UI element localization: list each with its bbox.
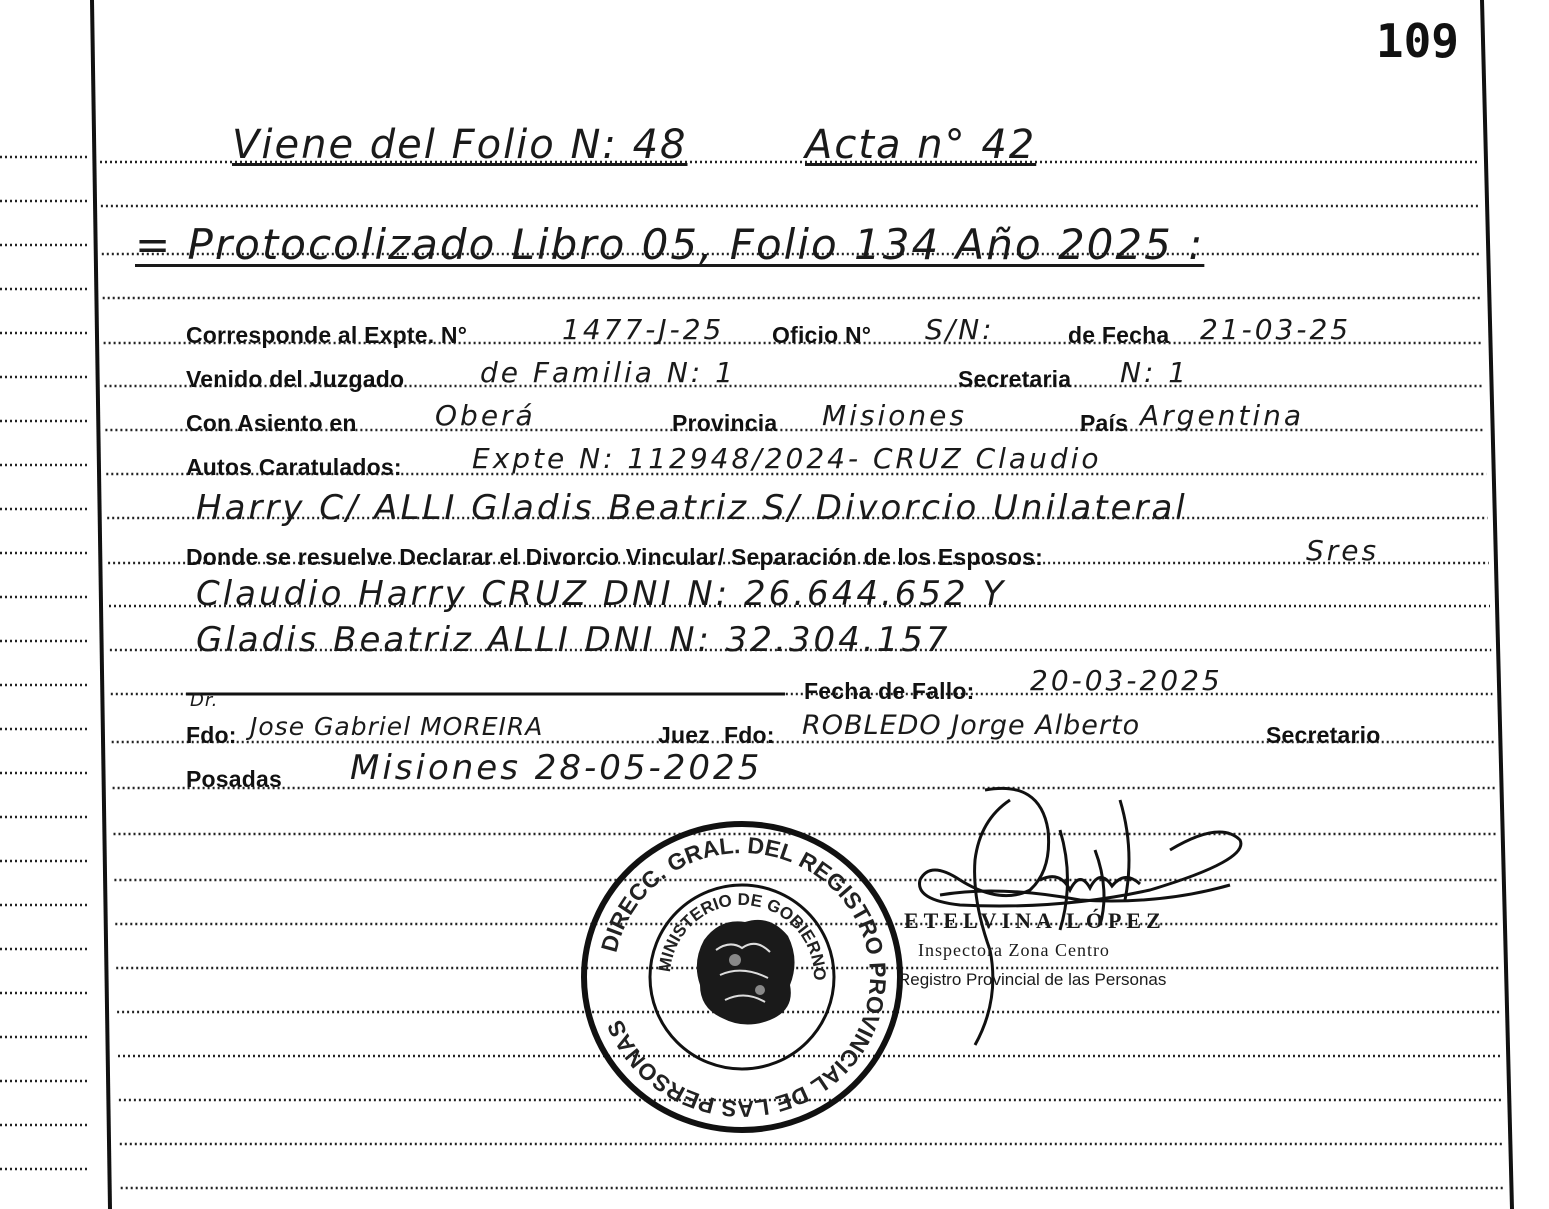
official-stamp: [584, 824, 900, 1130]
autos-value-line-1: Expte N: 112948/2024- CRUZ Claudio: [472, 442, 1102, 475]
left-border-line: [92, 0, 110, 1209]
right-border-line: [1482, 0, 1512, 1209]
secretaria-value: N: 1: [1120, 356, 1190, 389]
oficio-label: Oficio N°: [772, 322, 872, 348]
esposa-line: Gladis Beatriz ALLI DNI N: 32.304.157: [196, 620, 951, 660]
autos-value-line-2: Harry C/ ALLI Gladis Beatriz S/ Divorcio Unilateral: [196, 488, 1188, 528]
secretaria-label: Secretaria: [958, 366, 1072, 392]
protocolizado-line: = Protocolizado Libro 05, Folio 134 Año 2025 :: [135, 220, 1205, 269]
acta-number: Acta n° 42: [805, 122, 1037, 168]
corresponde-label: Corresponde al Expte. N°: [186, 322, 468, 348]
expediente-number: 1477-J-25: [562, 313, 725, 346]
asiento-value: Oberá: [435, 399, 536, 432]
inspector-name: ETELVINA LÓPEZ: [904, 908, 1166, 933]
fecha-fallo-label: Fecha de Fallo:: [804, 678, 975, 704]
juzgado-value: de Familia N: 1: [480, 356, 736, 389]
posadas-label: Posadas: [186, 766, 283, 792]
judge-title: Dr.: [190, 690, 219, 711]
secretario-label: Secretario: [1266, 722, 1381, 748]
inspector-office: Registro Provincial de las Personas: [898, 970, 1167, 989]
fdo-label: Fdo:: [186, 722, 237, 748]
oficio-number: S/N:: [925, 313, 995, 346]
provincia-label: Provincia: [672, 410, 778, 436]
fecha-label: de Fecha: [1068, 322, 1170, 348]
autos-label: Autos Caratulados:: [186, 454, 402, 480]
left-margin-dotted-lines: [0, 157, 88, 1169]
provincia-value: Misiones: [822, 399, 967, 432]
folio-number: 109: [1375, 14, 1459, 68]
donde-value: Sres: [1306, 534, 1380, 567]
venido-label: Venido del Juzgado: [186, 366, 405, 392]
donde-label: Donde se resuelve Declarar el Divorcio Vincular/ Separación de los Esposos:: [186, 544, 1043, 570]
stamp-outer-text: DIRECC. GRAL. DEL REGISTRO PROVINCIAL DE LAS PERSONAS: [595, 831, 892, 1123]
fecha-fallo-value: 20-03-2025: [1030, 664, 1223, 697]
stamp-inner-text: MINISTERIO DE GOBIERNO: [654, 889, 830, 981]
inspector-title: Inspectora Zona Centro: [918, 940, 1110, 960]
posadas-value: Misiones 28-05-2025: [350, 748, 763, 788]
secretario-name: ROBLEDO Jorge Alberto: [802, 710, 1141, 741]
viene-del-folio: Viene del Folio N: 48: [232, 122, 688, 168]
juez-name: Jose Gabriel MOREIRA: [250, 712, 544, 741]
asiento-label: Con Asiento en: [186, 410, 357, 436]
coat-of-arms-emblem: [697, 920, 795, 1025]
pais-value: Argentina: [1140, 399, 1305, 432]
esposo-line: Claudio Harry CRUZ DNI N: 26.644.652 Y: [196, 574, 1007, 614]
pais-label: País: [1080, 410, 1129, 436]
fecha-value: 21-03-25: [1200, 313, 1352, 346]
fdo-secretario-label: Fdo:: [724, 722, 775, 748]
juez-label: Juez: [658, 722, 710, 748]
